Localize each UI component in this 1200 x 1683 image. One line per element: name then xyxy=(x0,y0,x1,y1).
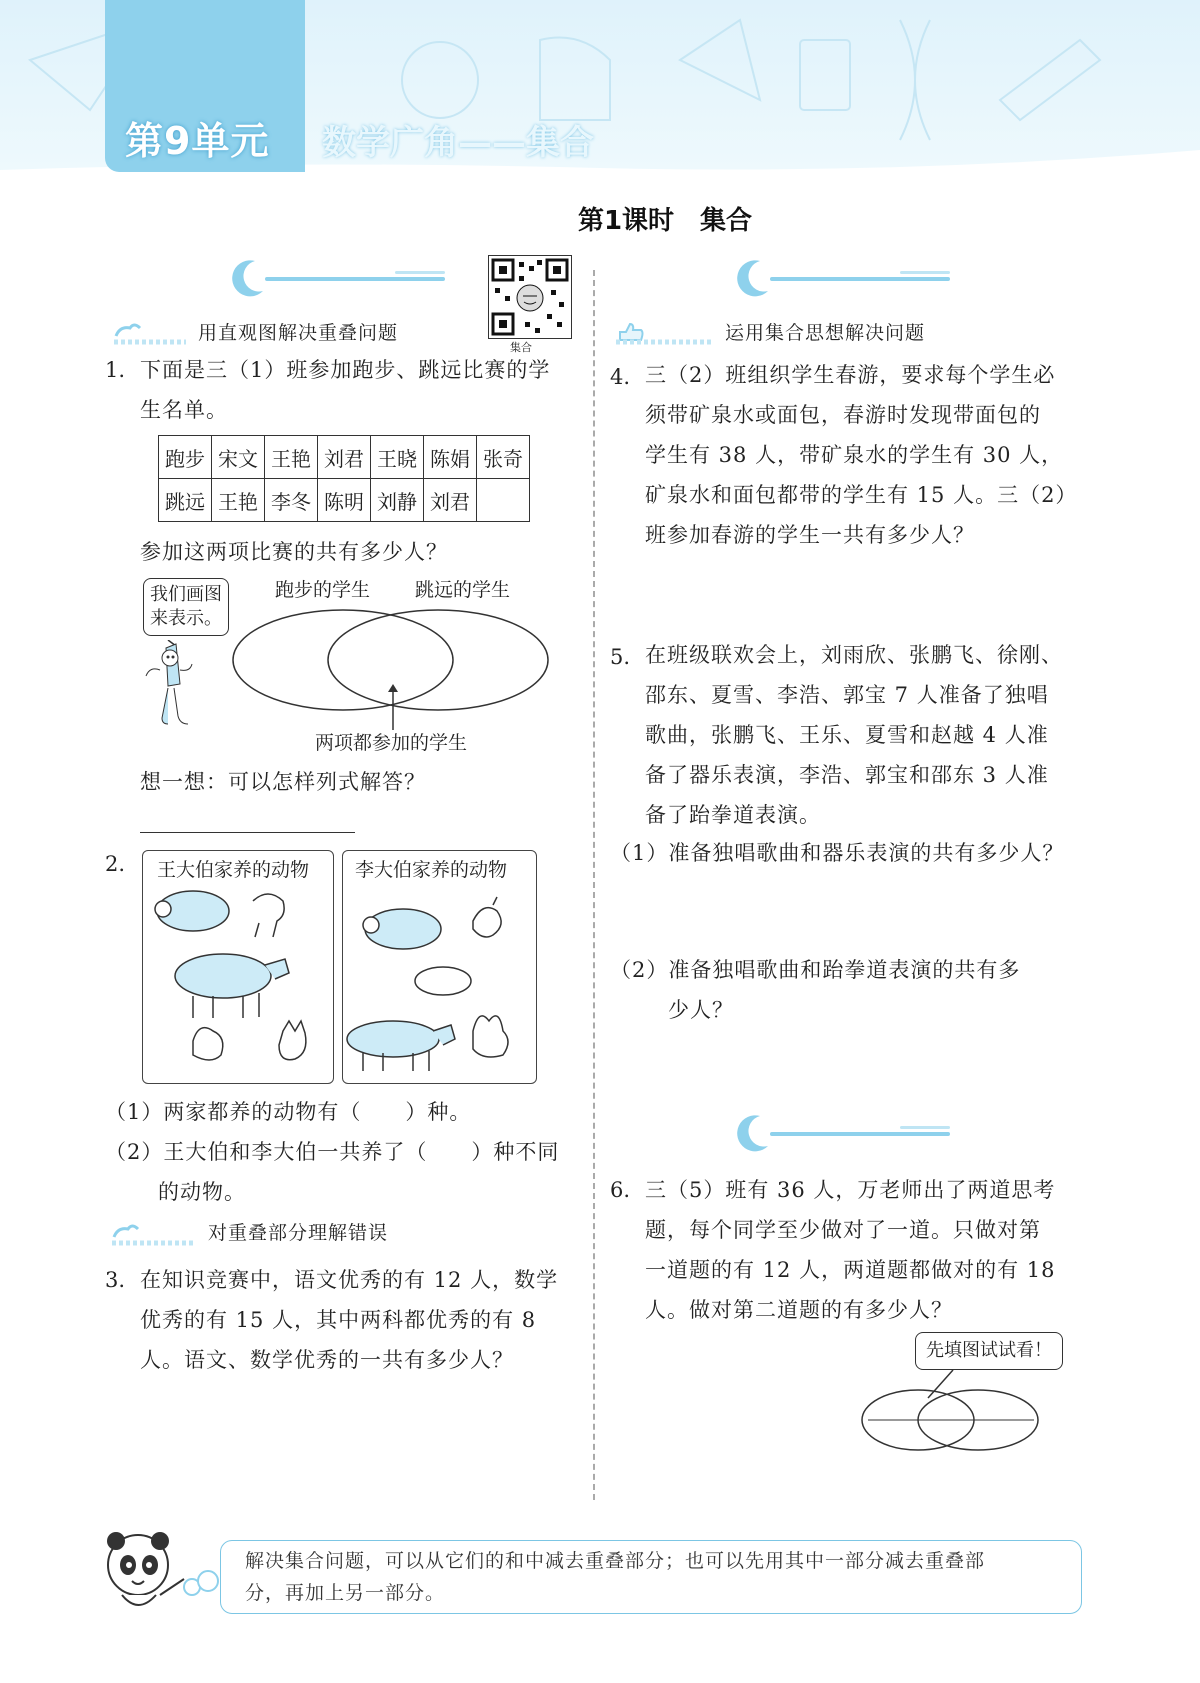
text-line: 一道题的有 12 人，两道题都做对的有 18 xyxy=(645,1258,1056,1282)
text-line: 须带矿泉水或面包，春游时发现带面包的 xyxy=(645,403,1041,427)
table-cell: 刘君 xyxy=(424,479,477,522)
speech-bubble xyxy=(143,578,229,636)
sub-question: （1）准备独唱歌曲和器乐表演的共有多少人？ xyxy=(610,841,1065,865)
table-row xyxy=(159,436,530,479)
column-divider xyxy=(593,270,595,1500)
sub-question: （2）准备独唱歌曲和跆拳道表演的共有多 xyxy=(610,958,1021,982)
tip-text xyxy=(245,1545,1075,1609)
table-cell xyxy=(477,479,530,522)
table-cell: 陈娟 xyxy=(424,436,477,479)
section-ornament xyxy=(730,1110,960,1154)
section-ornament xyxy=(225,255,455,299)
participant-table xyxy=(158,435,530,522)
qr-label: 集合 xyxy=(510,341,532,354)
table-cell: 张奇 xyxy=(477,436,530,479)
animal-box-wang xyxy=(142,850,334,1084)
table-cell: 陈明 xyxy=(318,479,371,522)
table-cell: 王艳 xyxy=(212,479,265,522)
question-number: 5. xyxy=(610,645,631,669)
table-cell: 刘静 xyxy=(371,479,424,522)
table-cell: 王晓 xyxy=(371,436,424,479)
text-line: 生名单。 xyxy=(140,398,228,422)
text-line: 题，每个同学至少做对了一道。只做对第 xyxy=(645,1218,1041,1242)
question-number: 1. xyxy=(105,358,126,382)
section-heading: 运用集合思想解决问题 xyxy=(725,322,926,344)
unit-label: 第9单元 xyxy=(125,119,270,163)
table-cell: 跳远 xyxy=(159,479,212,522)
answer-line[interactable] xyxy=(140,832,355,833)
qr-code[interactable] xyxy=(488,255,572,339)
question-text xyxy=(140,1260,580,1380)
table-cell: 宋文 xyxy=(212,436,265,479)
sub-question: （2）王大伯和李大伯一共养了（ ）种不同 xyxy=(105,1140,560,1164)
question-text: 参加这两项比赛的共有多少人？ xyxy=(140,540,448,564)
text-line: 人。做对第二道题的有多少人？ xyxy=(645,1298,953,1322)
animal-box-li xyxy=(342,850,537,1084)
table-cell: 刘君 xyxy=(318,436,371,479)
table-row xyxy=(159,479,530,522)
table-cell: 王艳 xyxy=(265,436,318,479)
bubble-line: 来表示。 xyxy=(150,608,222,629)
section-ornament xyxy=(730,255,960,299)
question-number: 6. xyxy=(610,1178,631,1202)
animal-illustrations xyxy=(143,881,333,1081)
text-line: 在班级联欢会上，刘雨欣、张鹏飞、徐刚、 xyxy=(645,643,1063,667)
sub-question: （1）两家都养的动物有（ ）种。 xyxy=(105,1100,472,1124)
tip-line: 分，再加上另一部分。 xyxy=(245,1582,446,1604)
section-heading: 对重叠部分理解错误 xyxy=(208,1222,389,1244)
bubble-line: 我们画图 xyxy=(150,584,222,605)
text-line: 学生有 38 人，带矿泉水的学生有 30 人， xyxy=(645,443,1064,467)
question-text xyxy=(645,355,1095,555)
text-line: 人。语文、数学优秀的一共有多少人？ xyxy=(140,1348,514,1372)
text-line: 三（5）班有 36 人，万老师出了两道思考 xyxy=(645,1178,1056,1202)
section-heading: 用直观图解决重叠问题 xyxy=(198,322,399,344)
sub-question: 少人？ xyxy=(668,998,734,1022)
panda-mascot-icon xyxy=(100,1525,220,1625)
animal-box-title: 李大伯家养的动物 xyxy=(355,859,508,881)
lesson-title: 第1课时 集合 xyxy=(577,206,753,236)
question-text xyxy=(140,350,580,430)
text-line: 在知识竞赛中，语文优秀的有 12 人，数学 xyxy=(140,1268,559,1292)
text-line: 邵东、夏雪、李浩、郭宝 7 人准备了独唱 xyxy=(645,683,1049,707)
animal-illustrations xyxy=(343,881,536,1081)
venn-label-left: 跑步的学生 xyxy=(275,579,371,601)
tip-line: 解决集合问题，可以从它们的和中减去重叠部分；也可以先用其中一部分减去重叠部 xyxy=(245,1550,986,1572)
sub-question: 的动物。 xyxy=(158,1180,246,1204)
table-cell: 李冬 xyxy=(265,479,318,522)
thumbs-up-marker-icon xyxy=(612,322,717,346)
pencil-mascot-icon xyxy=(140,640,200,740)
text-line: 备了跆拳道表演。 xyxy=(645,803,821,827)
text-line: 下面是三（1）班参加跑步、跳远比赛的学 xyxy=(140,358,551,382)
venn-label-right: 跳远的学生 xyxy=(415,579,511,601)
section-marker-icon xyxy=(108,1223,198,1247)
venn-diagram-blank[interactable] xyxy=(858,1368,1043,1458)
text-line: 班参加春游的学生一共有多少人？ xyxy=(645,523,975,547)
text-line: 备了器乐表演，李浩、郭宝和邵东 3 人准 xyxy=(645,763,1049,787)
hint-bubble: 先填图试试看！ xyxy=(915,1332,1063,1370)
question-text xyxy=(645,635,1095,835)
question-number: 4. xyxy=(610,365,631,389)
animal-box-title: 王大伯家养的动物 xyxy=(157,859,310,881)
question-number: 3. xyxy=(105,1268,126,1292)
venn-label-bottom: 两项都参加的学生 xyxy=(315,732,468,754)
section-marker-icon xyxy=(110,322,190,346)
text-line: 歌曲，张鹏飞、王乐、夏雪和赵越 4 人准 xyxy=(645,723,1049,747)
think-prompt: 想一想：可以怎样列式解答？ xyxy=(140,770,426,794)
question-number: 2. xyxy=(105,852,126,876)
text-line: 优秀的有 15 人，其中两科都优秀的有 8 xyxy=(140,1308,537,1332)
text-line: 三（2）班组织学生春游，要求每个学生必 xyxy=(645,363,1056,387)
question-text xyxy=(645,1170,1095,1330)
text-line: 矿泉水和面包都带的学生有 15 人。三（2） xyxy=(645,483,1078,507)
table-cell: 跑步 xyxy=(159,436,212,479)
unit-title: 数学广角——集合 xyxy=(322,123,594,163)
